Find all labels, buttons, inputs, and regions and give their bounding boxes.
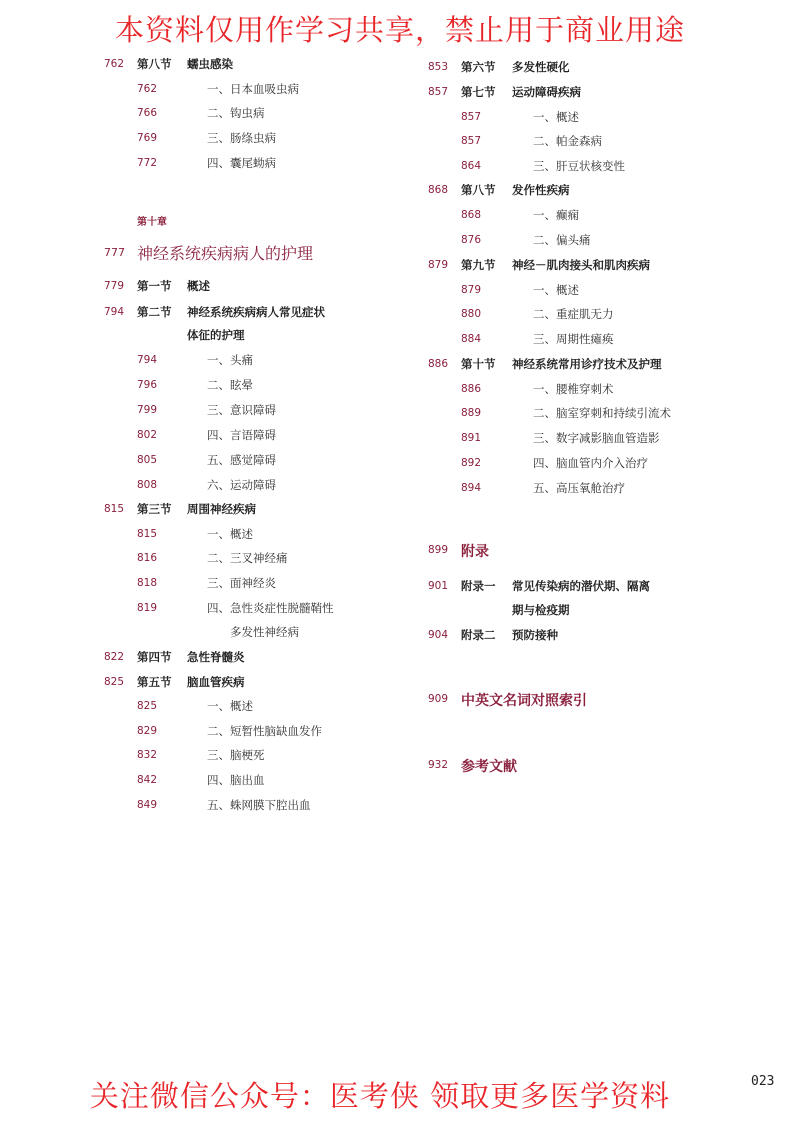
page-ref: 794: [137, 354, 158, 366]
subsection-title: 三、周期性瘫痪: [533, 332, 614, 346]
section-number: 第六节: [461, 60, 496, 74]
page-ref: 899: [428, 544, 449, 556]
page-ref: 762: [104, 58, 125, 70]
page-ref: 819: [137, 602, 158, 614]
section-number: 第七节: [461, 85, 496, 99]
section-number: 附录一: [461, 579, 496, 593]
page-ref: 891: [461, 432, 482, 444]
subsection-title: 三、脑梗死: [207, 748, 265, 762]
page-ref: 815: [137, 528, 158, 540]
section-title: 发作性疾病: [512, 183, 570, 197]
chapter-title: 神经系统疾病病人的护理: [137, 244, 314, 263]
subsection-title: 三、意识障碍: [207, 403, 276, 417]
subsection-title: 一、腰椎穿刺术: [533, 382, 614, 396]
page-ref: 909: [428, 693, 449, 705]
section-number: 第三节: [137, 502, 172, 516]
section-number: 附录二: [461, 628, 496, 642]
page-ref: 880: [461, 308, 482, 320]
subsection-title: 二、偏头痛: [533, 233, 591, 247]
page-ref: 832: [137, 749, 158, 761]
page-ref: 825: [104, 676, 125, 688]
subsection-title: 二、钩虫病: [207, 106, 265, 120]
section-number: 第二节: [137, 305, 172, 319]
page-ref: 762: [137, 83, 158, 95]
section-title: 期与检疫期: [512, 603, 570, 617]
page-ref: 894: [461, 482, 482, 494]
subsection-title: 五、感觉障碍: [207, 453, 276, 467]
subsection-title: 一、头痛: [207, 353, 253, 367]
page-ref: 805: [137, 454, 158, 466]
page-ref: 868: [428, 184, 449, 196]
section-number: 第八节: [137, 57, 172, 71]
subsection-title: 二、脑室穿刺和持续引流术: [533, 406, 671, 420]
part-title: 附录: [461, 544, 489, 560]
page-ref: 879: [461, 284, 482, 296]
page-ref: 815: [104, 503, 125, 515]
subsection-title: 三、肝豆状核变性: [533, 159, 625, 173]
subsection-title: 五、高压氧舱治疗: [533, 481, 625, 495]
page-ref: 901: [428, 580, 449, 592]
page-ref: 879: [428, 259, 449, 271]
section-number: 第五节: [137, 675, 172, 689]
page-ref: 857: [461, 135, 482, 147]
subsection-title: 六、运动障碍: [207, 478, 276, 492]
page-ref: 808: [137, 479, 158, 491]
section-title: 体征的护理: [187, 328, 245, 342]
page-ref: 816: [137, 552, 158, 564]
section-title: 概述: [187, 279, 210, 293]
section-number: 第一节: [137, 279, 172, 293]
page-ref: 777: [104, 246, 125, 259]
subsection-title: 一、日本血吸虫病: [207, 82, 299, 96]
subsection-title: 一、癫痫: [533, 208, 579, 222]
section-number: 第四节: [137, 650, 172, 664]
page-ref: 849: [137, 799, 158, 811]
page-ref: 779: [104, 280, 125, 292]
section-title: 预防接种: [512, 628, 558, 642]
subsection-title: 四、脑出血: [207, 773, 265, 787]
subsection-title: 四、脑血管内介入治疗: [533, 456, 648, 470]
subsection-title: 一、概述: [207, 699, 253, 713]
page-ref: 886: [428, 358, 449, 370]
subsection-title: 四、囊尾蚴病: [207, 156, 276, 170]
subsection-title: 四、言语障碍: [207, 428, 276, 442]
section-title: 常见传染病的潜伏期、隔离: [512, 579, 650, 593]
page-ref: 889: [461, 407, 482, 419]
page-ref: 876: [461, 234, 482, 246]
subsection-title: 一、概述: [207, 527, 253, 541]
section-title: 周围神经疾病: [187, 502, 256, 516]
page-ref: 857: [428, 86, 449, 98]
part-title: 参考文献: [461, 759, 517, 775]
page-ref: 829: [137, 725, 158, 737]
subsection-title: 多发性神经病: [230, 625, 299, 639]
page-ref: 904: [428, 629, 449, 641]
subsection-title: 二、三叉神经痛: [207, 551, 288, 565]
subsection-title: 一、概述: [533, 283, 579, 297]
section-title: 神经系统疾病病人常见症状: [187, 305, 325, 319]
part-title: 中英文名词对照索引: [461, 693, 587, 709]
subsection-title: 三、数字减影脑血管造影: [533, 431, 660, 445]
page-ref: 864: [461, 160, 482, 172]
header-banner: 本资料仅用作学习共享，禁止用于商业用途: [114, 13, 685, 47]
page-ref: 772: [137, 157, 158, 169]
page-ref: 818: [137, 577, 158, 589]
subsection-title: 五、蛛网膜下腔出血: [207, 798, 311, 812]
page-ref: 825: [137, 700, 158, 712]
page-ref: 892: [461, 457, 482, 469]
section-number: 第十节: [461, 357, 496, 371]
page-ref: 868: [461, 209, 482, 221]
page-ref: 822: [104, 651, 125, 663]
subsection-title: 一、概述: [533, 110, 579, 124]
section-title: 蠕虫感染: [187, 57, 233, 71]
page-ref: 886: [461, 383, 482, 395]
footer-banner: 关注微信公众号：医考侠 领取更多医学资料: [89, 1079, 671, 1113]
section-title: 急性脊髓炎: [187, 650, 245, 664]
subsection-title: 二、帕金森病: [533, 134, 602, 148]
subsection-title: 二、重症肌无力: [533, 307, 614, 321]
chapter-number: 第十章: [137, 217, 167, 228]
page-ref: 796: [137, 379, 158, 391]
subsection-title: 二、眩晕: [207, 378, 253, 392]
page-ref: 802: [137, 429, 158, 441]
page-ref: 842: [137, 774, 158, 786]
subsection-title: 二、短暂性脑缺血发作: [207, 724, 322, 738]
subsection-title: 四、急性炎症性脱髓鞘性: [207, 601, 334, 615]
page-ref: 857: [461, 111, 482, 123]
page-ref: 769: [137, 132, 158, 144]
page-ref: 932: [428, 759, 449, 771]
section-title: 多发性硬化: [512, 60, 570, 74]
page-ref: 884: [461, 333, 482, 345]
page-ref: 799: [137, 404, 158, 416]
page-ref: 794: [104, 306, 125, 318]
section-title: 神经－肌肉接头和肌肉疾病: [512, 258, 650, 272]
page-ref: 853: [428, 61, 449, 73]
subsection-title: 三、面神经炎: [207, 576, 276, 590]
section-number: 第九节: [461, 258, 496, 272]
section-title: 运动障碍疾病: [512, 85, 581, 99]
section-title: 神经系统常用诊疗技术及护理: [512, 357, 662, 371]
section-title: 脑血管疾病: [187, 675, 245, 689]
subsection-title: 三、肠绦虫病: [207, 131, 276, 145]
page-ref: 766: [137, 107, 158, 119]
section-number: 第八节: [461, 183, 496, 197]
page-number: 023: [751, 1074, 775, 1089]
